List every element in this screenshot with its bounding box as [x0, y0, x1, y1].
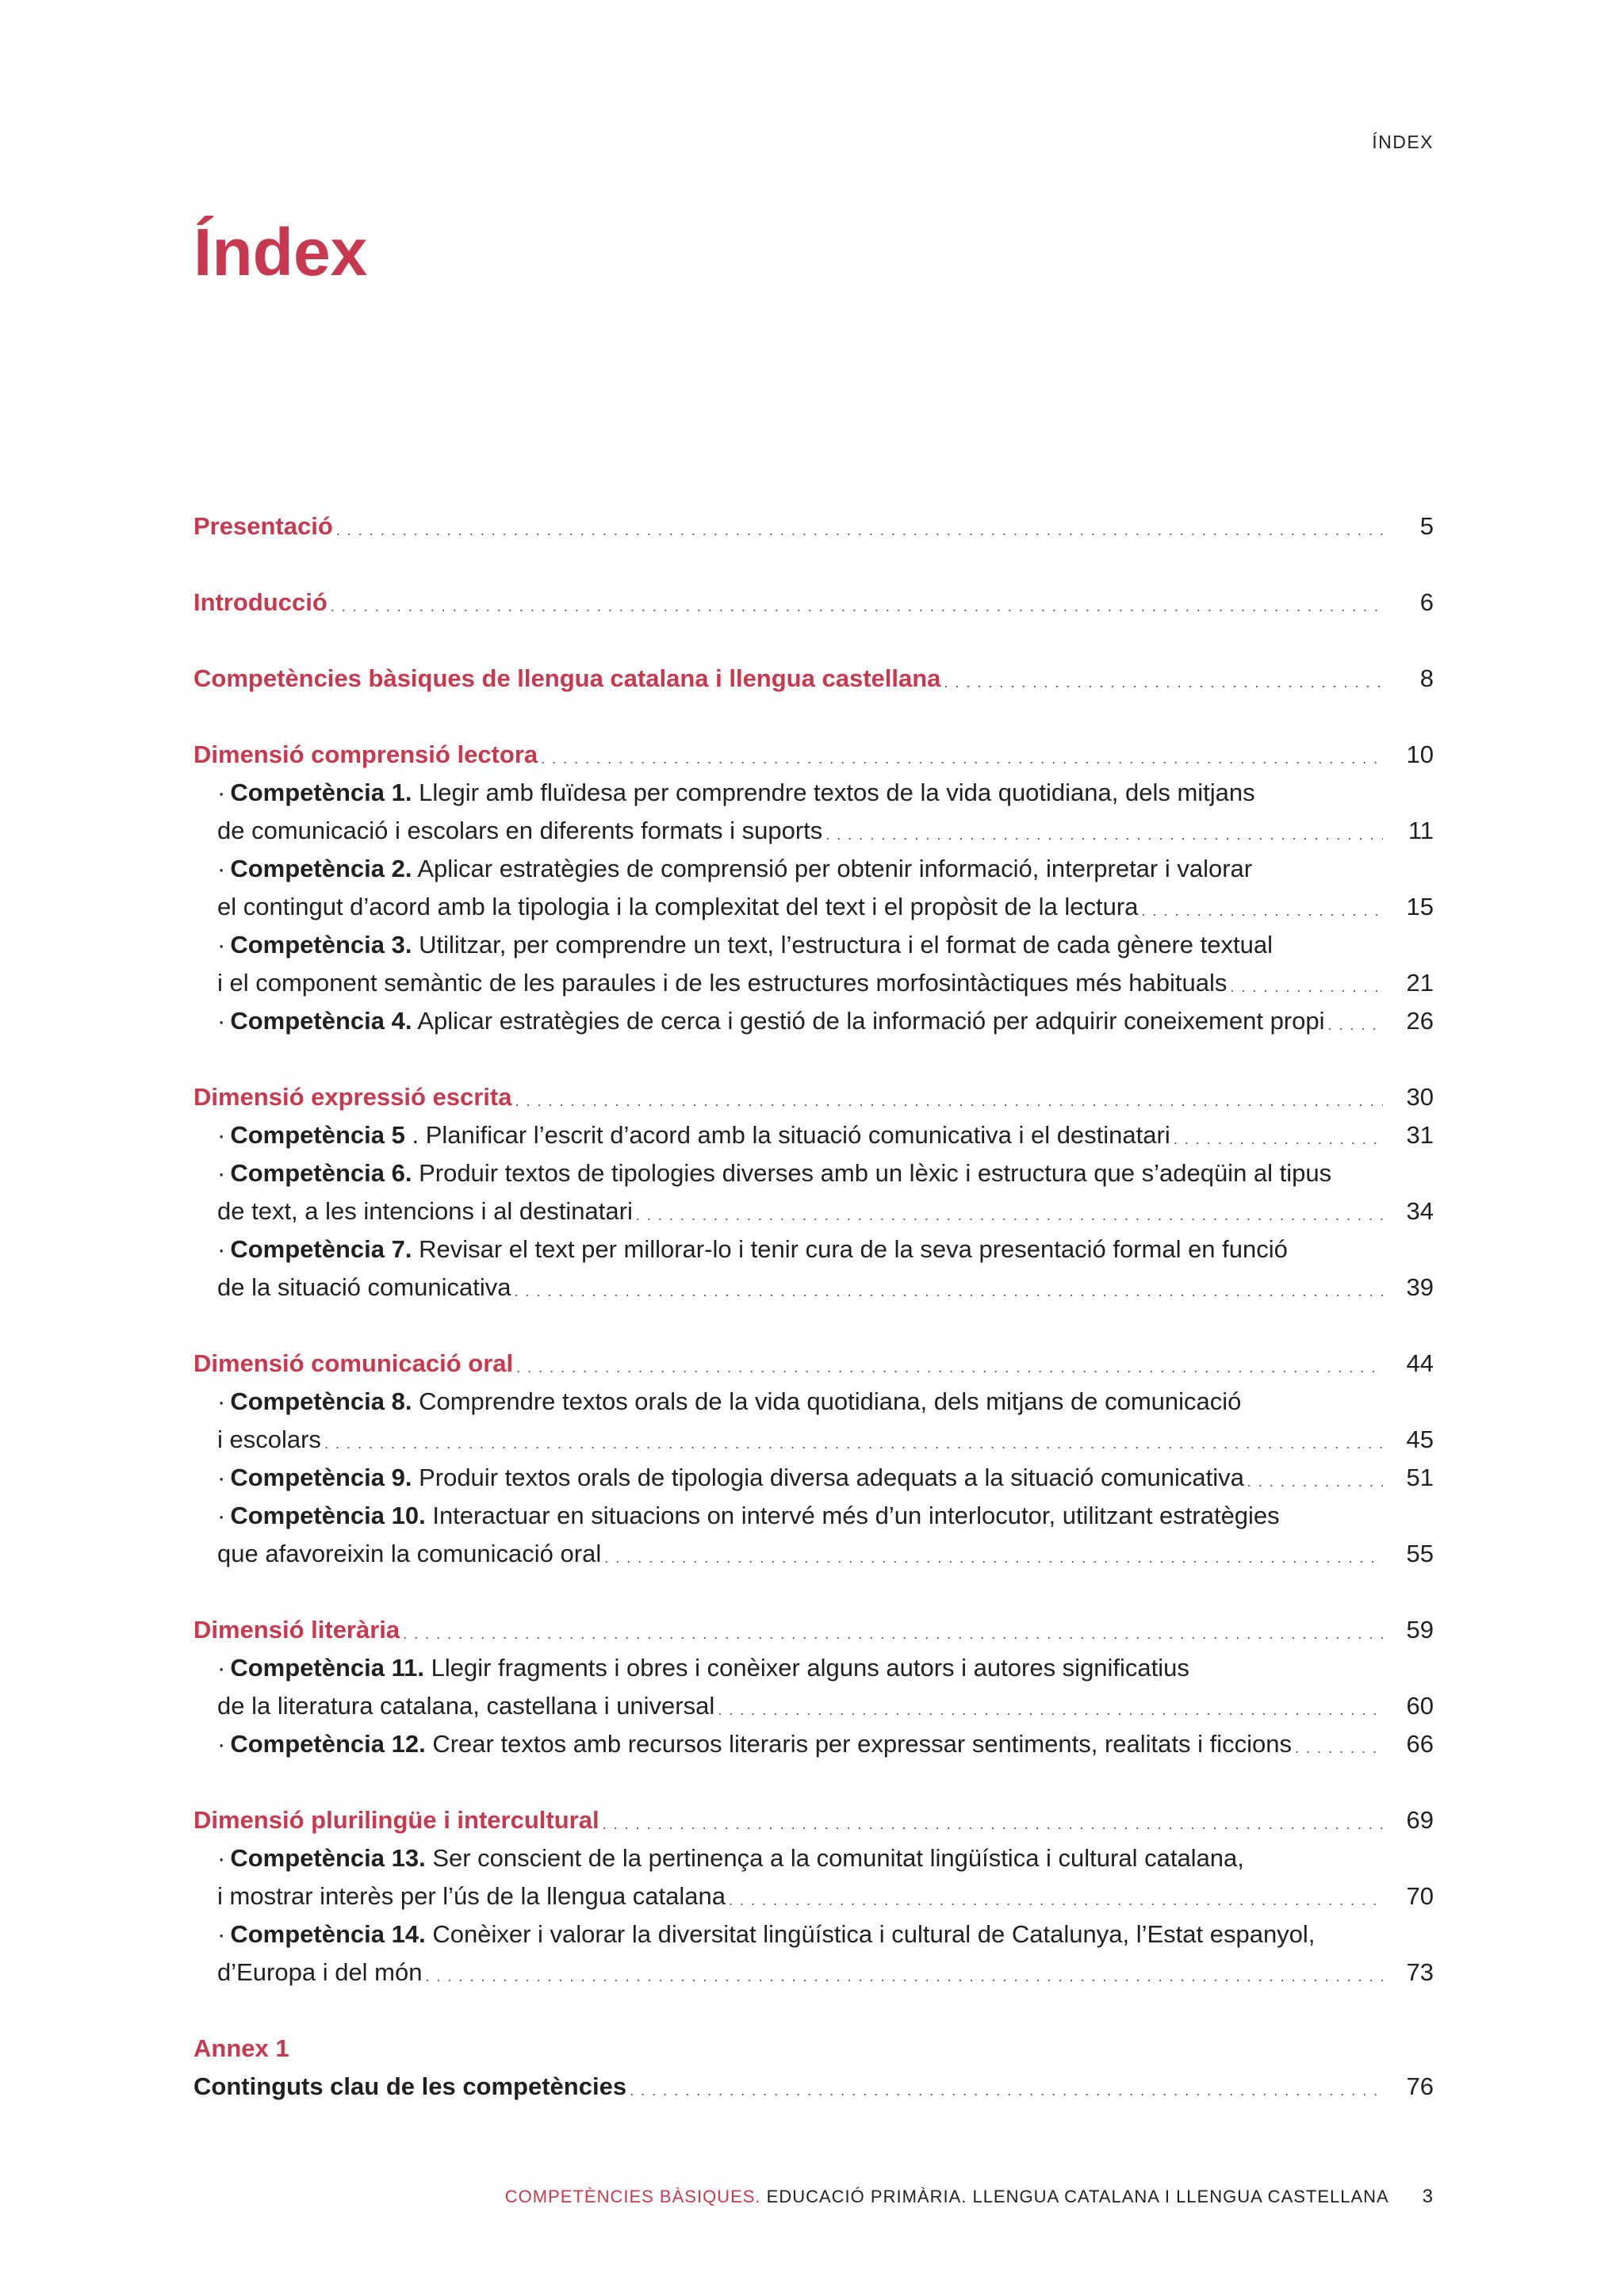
bullet-dot: ·	[217, 1654, 226, 1682]
page-number: 15	[1406, 893, 1434, 920]
toc-section-entry[interactable]	[193, 1345, 1434, 1383]
competence-line-end-label: el contingut d’acord amb la tipologia i la complexitat del text i el propòsit de la lectura	[217, 893, 1139, 920]
leader-dots	[331, 601, 1383, 612]
competence-name: Competència 1.	[230, 779, 412, 806]
competence-line-end[interactable]	[217, 812, 1434, 850]
toc-section-entry[interactable]	[193, 1611, 1434, 1649]
competence-name: Competència 8.	[230, 1387, 412, 1415]
toc-section	[193, 1801, 1434, 1992]
page-number: 73	[1406, 1958, 1434, 1986]
leader-dots	[403, 1628, 1383, 1640]
competence-line-end[interactable]	[217, 1687, 1434, 1725]
competence-text: . Planificar l’escrit d’acord amb la situació comunicativa i el destinatari	[412, 1121, 1170, 1149]
bullet-dot: ·	[217, 1844, 226, 1872]
annex-entry-label: Continguts clau de les competències	[193, 2072, 627, 2100]
leader-dots	[718, 1705, 1383, 1716]
toc-section-entry[interactable]	[193, 1801, 1434, 1839]
page-number: 55	[1406, 1540, 1434, 1567]
competence-line-end-label: de comunicació i escolars en diferents formats i suports	[217, 817, 823, 844]
leader-dots	[336, 525, 1383, 536]
competence-name: Competència 3.	[230, 931, 412, 959]
page-number: 60	[1406, 1692, 1434, 1720]
leader-dots	[1247, 1476, 1383, 1487]
toc-section	[193, 736, 1434, 1040]
competence-line	[217, 1383, 1434, 1421]
bullet-dot: ·	[217, 1121, 226, 1149]
toc-section	[193, 1345, 1434, 1573]
competence-entry[interactable]	[193, 1725, 1434, 1763]
competence-text: Llegir fragments i obres i conèixer alguns autors i autores significatius	[431, 1654, 1189, 1682]
toc-section-entry-label: Introducció	[193, 588, 327, 616]
page-number: 5	[1419, 512, 1434, 540]
competence-line-end[interactable]	[217, 1002, 1434, 1040]
competence-name: Competència 9.	[230, 1464, 412, 1491]
competence-line-end-label: d’Europa i del món	[217, 1958, 423, 1986]
competence-line-end-label	[217, 1725, 1292, 1763]
competence-line-end-label: i escolars	[217, 1425, 321, 1453]
footer-title: EDUCACIÓ PRIMÀRIA. LLENGUA CATALANA I LLENGUA CASTELLANA	[766, 2187, 1388, 2206]
competence-entry[interactable]	[193, 850, 1434, 926]
toc-section-entry[interactable]	[193, 507, 1434, 545]
competence-line-end-label: i el component semàntic de les paraules i de les estructures morfosintàctiques més habituals	[217, 969, 1228, 997]
competence-line-end-label: i mostrar interès per l’ús de la llengua catalana	[217, 1882, 726, 1910]
bullet-dot: ·	[217, 1387, 226, 1415]
competence-text: Interactuar en situacions on intervé més d’un interlocutor, utilitzant estratègies	[432, 1502, 1280, 1529]
leader-dots	[1174, 1134, 1383, 1145]
toc-section	[193, 1078, 1434, 1307]
competence-line	[217, 1154, 1434, 1192]
bullet-dot: ·	[217, 1159, 226, 1187]
competence-line-end-label	[217, 1002, 1325, 1040]
competence-line-end[interactable]	[217, 1269, 1434, 1307]
toc-section-entry[interactable]	[193, 584, 1434, 622]
table-of-contents	[193, 507, 1434, 2144]
competence-entry[interactable]	[193, 1839, 1434, 1915]
competence-line	[217, 1915, 1434, 1954]
toc-section-entry[interactable]	[193, 660, 1434, 698]
competence-line	[217, 1497, 1434, 1535]
competence-name: Competència 12.	[230, 1730, 426, 1758]
page-number: 45	[1406, 1425, 1434, 1453]
leader-dots	[729, 1895, 1383, 1906]
leader-dots	[514, 1286, 1383, 1297]
competence-entry[interactable]	[193, 1116, 1434, 1154]
page-number: 69	[1406, 1806, 1434, 1834]
competence-name: Competència 7.	[230, 1235, 412, 1263]
competence-line-end-label: de text, a les intencions i al destinatari	[217, 1197, 633, 1225]
page-number: 70	[1406, 1882, 1434, 1910]
competence-entry[interactable]	[193, 1497, 1434, 1573]
page-number: 21	[1406, 969, 1434, 997]
competence-text: Comprendre textos orals de la vida quotidiana, dels mitjans de comunicació	[419, 1387, 1242, 1415]
competence-line-end[interactable]	[217, 1421, 1434, 1459]
competence-line-end-label	[217, 1459, 1244, 1497]
bullet-dot: ·	[217, 1502, 226, 1529]
leader-dots	[516, 1362, 1383, 1373]
competence-line-end[interactable]	[217, 1192, 1434, 1230]
leader-dots	[1295, 1743, 1383, 1754]
bullet-dot: ·	[217, 931, 226, 959]
page-number: 76	[1406, 2072, 1434, 2100]
toc-section	[193, 584, 1434, 622]
competence-line-end[interactable]	[217, 1459, 1434, 1497]
page-number: 59	[1406, 1616, 1434, 1644]
competence-entry[interactable]	[193, 1649, 1434, 1725]
bullet-dot: ·	[217, 1920, 226, 1948]
page-number: 11	[1408, 817, 1434, 844]
page-number: 30	[1406, 1083, 1434, 1111]
bullet-dot: ·	[217, 1730, 226, 1758]
competence-line	[217, 774, 1434, 812]
competence-name: Competència 4.	[230, 1007, 412, 1035]
bullet-dot: ·	[217, 1007, 226, 1035]
competence-text: Aplicar estratègies de comprensió per obtenir informació, interpretar i valorar	[417, 855, 1253, 882]
footer-page-number: 3	[1422, 2186, 1434, 2207]
leader-dots	[1141, 905, 1383, 916]
bullet-dot: ·	[217, 855, 226, 882]
competence-name: Competència 11.	[230, 1654, 424, 1682]
competence-line	[217, 1649, 1434, 1687]
competence-name: Competència 6.	[230, 1159, 412, 1187]
competence-line-end[interactable]	[217, 1535, 1434, 1573]
leader-dots	[825, 829, 1383, 840]
competence-line-end[interactable]	[217, 1954, 1434, 1992]
competence-line-end-label: de la situació comunicativa	[217, 1273, 511, 1301]
leader-dots	[604, 1552, 1383, 1563]
competence-entry[interactable]	[193, 1383, 1434, 1459]
competence-text: Crear textos amb recursos literaris per expressar sentiments, realitats i ficcions	[432, 1730, 1292, 1758]
competence-text: Revisar el text per millorar-lo i tenir cura de la seva presentació formal en funció	[419, 1235, 1288, 1263]
footer-series: COMPETÈNCIES BÀSIQUES.	[504, 2187, 761, 2206]
competence-text: Ser conscient de la pertinença a la comunitat lingüística i cultural catalana,	[432, 1844, 1244, 1872]
competence-line	[217, 1230, 1434, 1269]
annex-entry[interactable]	[193, 2068, 1434, 2106]
competence-entry[interactable]	[193, 1154, 1434, 1230]
page-number: 6	[1419, 588, 1434, 616]
competence-entry[interactable]	[193, 1459, 1434, 1497]
page-title: Índex	[193, 215, 368, 289]
competence-entry[interactable]	[193, 1002, 1434, 1040]
competence-line	[217, 926, 1434, 964]
page-number: 39	[1406, 1273, 1434, 1301]
leader-dots	[944, 677, 1383, 688]
leader-dots	[515, 1096, 1383, 1107]
page-number: 10	[1406, 740, 1434, 768]
competence-name: Competència 14.	[230, 1920, 426, 1948]
toc-section-entry-label: Presentació	[193, 512, 333, 540]
competence-text: Conèixer i valorar la diversitat lingüística i cultural de Catalunya, l’Estat espanyol,	[432, 1920, 1316, 1948]
page-number: 8	[1419, 664, 1434, 692]
competence-line-end-label: que afavoreixin la comunicació oral	[217, 1540, 602, 1567]
competence-name: Competència 2.	[230, 855, 412, 882]
bullet-dot: ·	[217, 779, 226, 806]
competence-name: Competència 10.	[230, 1502, 426, 1529]
running-head: ÍNDEX	[1372, 132, 1434, 152]
annex-section	[193, 2030, 1434, 2106]
competence-line-end[interactable]	[217, 964, 1434, 1002]
competence-line-end[interactable]	[217, 1116, 1434, 1154]
competence-entry[interactable]	[193, 926, 1434, 1002]
toc-section	[193, 1611, 1434, 1763]
toc-section	[193, 507, 1434, 545]
page-number: 44	[1406, 1349, 1434, 1377]
leader-dots	[324, 1438, 1383, 1449]
competence-line-end-label	[217, 1116, 1170, 1154]
toc-section-entry-label: Dimensió plurilingüe i intercultural	[193, 1806, 599, 1834]
bullet-dot: ·	[217, 1464, 226, 1491]
toc-section-entry[interactable]	[193, 736, 1434, 774]
page-number: 34	[1406, 1197, 1434, 1225]
leader-dots	[603, 1819, 1383, 1830]
competence-text: Produir textos orals de tipologia diversa adequats a la situació comunicativa	[419, 1464, 1244, 1491]
page-number: 51	[1406, 1464, 1434, 1491]
toc-section-entry-label: Competències bàsiques de llengua catalana i llengua castellana	[193, 664, 941, 692]
page-footer	[505, 2186, 1434, 2208]
competence-line-end-label: de la literatura catalana, castellana i universal	[217, 1692, 715, 1720]
annex-label: Annex 1	[193, 2034, 289, 2062]
leader-dots	[1230, 982, 1383, 993]
toc-section-entry[interactable]	[193, 1078, 1434, 1116]
competence-text: Llegir amb fluïdesa per comprendre textos de la vida quotidiana, dels mitjans	[419, 779, 1255, 806]
toc-section	[193, 660, 1434, 698]
competence-line-end[interactable]	[217, 888, 1434, 926]
page-number: 66	[1406, 1730, 1434, 1758]
competence-line	[217, 850, 1434, 888]
toc-section-entry-label: Dimensió comunicació oral	[193, 1349, 514, 1377]
leader-dots	[636, 1210, 1383, 1221]
leader-dots	[541, 753, 1383, 764]
toc-section-entry-label: Dimensió literària	[193, 1616, 400, 1644]
competence-text: Utilitzar, per comprendre un text, l’estructura i el format de cada gènere textual	[419, 931, 1273, 959]
competence-entry[interactable]	[193, 1230, 1434, 1307]
competence-entry[interactable]	[193, 1915, 1434, 1992]
competence-name: Competència 13.	[230, 1844, 426, 1872]
competence-line	[217, 1839, 1434, 1877]
bullet-dot: ·	[217, 1235, 226, 1263]
competence-name: Competència 5	[230, 1121, 405, 1149]
leader-dots	[1328, 1020, 1384, 1031]
competence-entry[interactable]	[193, 774, 1434, 850]
page-number: 26	[1406, 1007, 1434, 1035]
leader-dots	[630, 2085, 1383, 2096]
toc-section-entry-label: Dimensió expressió escrita	[193, 1083, 512, 1111]
competence-line-end[interactable]	[217, 1877, 1434, 1915]
page-number: 31	[1406, 1121, 1434, 1149]
leader-dots	[426, 1971, 1384, 1982]
toc-section-entry-label: Dimensió comprensió lectora	[193, 740, 538, 768]
competence-line-end[interactable]	[217, 1725, 1434, 1763]
competence-text: Aplicar estratègies de cerca i gestió de la informació per adquirir coneixement propi	[417, 1007, 1325, 1035]
competence-text: Produir textos de tipologies diverses amb un lèxic i estructura que s’adeqüin al tipus	[419, 1159, 1332, 1187]
